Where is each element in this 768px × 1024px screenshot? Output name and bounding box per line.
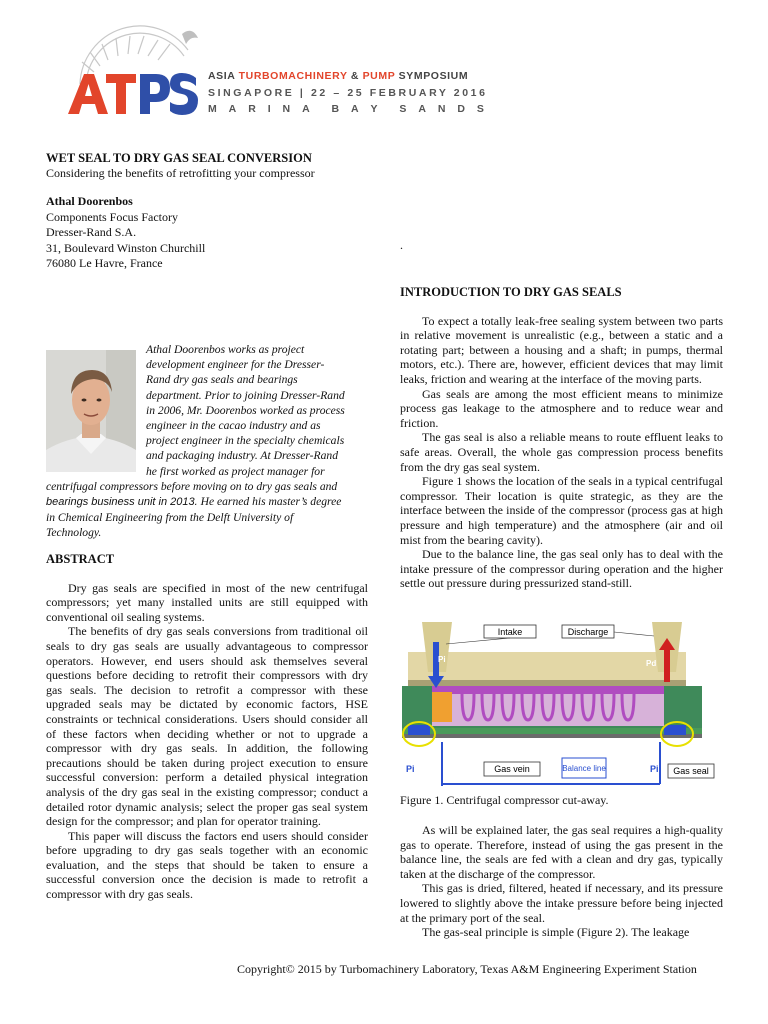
venue-letter: N <box>282 103 293 115</box>
author-block <box>46 194 205 272</box>
intro-paragraph: Due to the balance line, the gas seal only has to deal with the intake pressure of the compressor during operation and the higher settle out pressure during pressurized stand-still. <box>400 547 723 591</box>
venue-letter: S <box>476 103 486 115</box>
venue-letter: B <box>331 103 342 115</box>
bio-line: and packaging industry. At Dresser-Rand <box>146 449 339 463</box>
symposium-name: ASIA TURBOMACHINERY & PUMP SYMPOSIUM <box>208 70 469 82</box>
venue-letter: N <box>437 103 448 115</box>
author-bio <box>46 342 368 541</box>
venue-letter: R <box>248 103 258 115</box>
intro-section <box>400 285 723 591</box>
stray-dot: . <box>400 238 403 252</box>
abstract-paragraph: Dry gas seals are specified in most of the new centrifugal compressors; yet many installed units are still equipped with conventional oil sealing systems. <box>46 580 368 624</box>
author-company: Dresser-Rand S.A. <box>46 225 137 240</box>
logo-letters <box>68 73 198 115</box>
body-paragraph: This gas is dried, filtered, heated if necessary, and its pressure lowered to slightly above the intake pressure before being injected at the primary port of the seal. <box>400 881 723 925</box>
label-intake: Intake <box>497 627 523 637</box>
compressor-cutaway-figure <box>402 622 718 786</box>
intro-paragraph: Gas seals are among the most efficient means to minimize process gas leakage to the atmosphere and to reduce wear and friction. <box>400 386 723 430</box>
author-name: Athal Doorenbos <box>46 194 133 208</box>
label-discharge: Discharge <box>567 627 609 637</box>
symposium-venue <box>208 103 486 115</box>
bio-line: in Chemical Engineering from the Delft University of <box>46 511 294 525</box>
intro-heading: INTRODUCTION TO DRY GAS SEALS <box>400 285 622 299</box>
bio-line: bearings business unit in 2013. He earned his master’s degree <box>46 495 342 509</box>
bio-line: in 2006, Mr. Doorenbos worked as process <box>146 403 345 417</box>
paper-title: WET SEAL TO DRY GAS SEAL CONVERSION <box>46 151 312 165</box>
label-pi-left: Pi <box>406 764 415 774</box>
symposium-location: SINGAPORE | 22 – 25 FEBRUARY 2016 <box>208 87 488 99</box>
abstract-paragraph: This paper will discuss the factors end users should consider before upgrading to dry gas seals together with an economic evaluation, and the steps that should be taken to ensure a successful conversion once the decision is made to retrofit a compressor with dry gas seals. <box>46 828 368 902</box>
bio-line: Technology. <box>46 526 102 540</box>
abstract-heading: ABSTRACT <box>46 552 115 566</box>
venue-letter: A <box>302 103 312 115</box>
venue-letter: A <box>418 103 428 115</box>
bio-line: he first worked as project manager for <box>146 464 325 478</box>
venue-letter: M <box>208 103 219 115</box>
abstract-paragraph: The benefits of dry gas seals conversions from traditional oil seals to dry gas seals are usually advantageous to compressor operators. However, end users should ask themselves several questions before deciding to retrofit their compressors with dry gas seals. The decision to retrofit a compressor with these upgraded seals may be dictated by economic factors, HSE constraints or technical considerations. Users should consider all of these factors when deciding whether or not to upgrade a compressor with dry gas seals. In addition, the following precautions should be taken during project execution to ensure successful conversion: perform a detailed physical integration analysis of the dry gas seal in the existing compressor; conduct a detailed rotor dynamic analysis; select the proper gas seal system design for the compressor; and plan for operator training. <box>46 624 368 829</box>
paper-subtitle: Considering the benefits of retrofitting your compressor <box>46 166 315 180</box>
label-gas-seal: Gas seal <box>673 766 709 776</box>
author-city: 76080 Le Havre, France <box>46 256 163 271</box>
intro-paragraph: The gas seal is also a reliable means to route effluent leaks to safe areas. Overall, the whole gas compression process benefits from the dry gas seal system. <box>400 430 723 474</box>
copyright-footer: Copyright© 2015 by Turbomachinery Laboratory, Texas A&M Engineering Experiment Station <box>237 962 697 976</box>
abstract-section <box>46 552 368 902</box>
label-gas-vein: Gas vein <box>494 764 530 774</box>
label-balance-line: Balance line <box>562 764 606 773</box>
venue-letter: A <box>228 103 239 115</box>
bio-line: Athal Doorenbos works as project <box>146 343 305 356</box>
bio-line: development engineer for the Dresser- <box>146 358 325 372</box>
intro-paragraph: To expect a totally leak-free sealing system between two parts in relative movement is unrealistic (e.g., between a static and a rotating part; between a housing and a shaft; in pumps, thermal motors, etc.). There are, however, efficient devices that may limit leaks, friction and wearing at the interface of the moving parts. <box>400 313 723 386</box>
bio-line: department. Prior to joining Dresser-Rand <box>146 388 345 402</box>
venue-letter: S <box>399 103 409 115</box>
author-affiliation: Components Focus Factory <box>46 209 178 224</box>
venue-letter: D <box>457 103 467 115</box>
intro-paragraph: Figure 1 shows the location of the seals in a typical centrifugal compressor. Their location is quite strategic, as they are the interface between the inside of the compressor (process gas at high pressure and high temperature) and the atmosphere (air and oil mist from the bearing cavity). <box>400 474 723 547</box>
bio-line: Rand dry gas seals and bearings <box>146 373 298 387</box>
body-paragraph: As will be explained later, the gas seal requires a high-quality gas to operate. Therefore, instead of using the gas present in the balance line, the seals are fed with a clean and dry gas, typically taken at the discharge of the compressor. <box>400 823 723 881</box>
venue-letter: A <box>351 103 361 115</box>
figure-caption: Figure 1. Centrifugal compressor cut-away. <box>400 793 609 807</box>
after-figure-section <box>400 823 723 940</box>
venue-letter: I <box>267 103 273 115</box>
author-address: 31, Boulevard Winston Churchill <box>46 240 206 255</box>
bio-line: engineer in the cacao industry and as <box>146 419 321 433</box>
bio-line: project engineer in the specialty chemicals <box>146 434 345 448</box>
label-pi-top: Pi <box>438 655 446 664</box>
body-paragraph: The gas-seal principle is simple (Figure 2). The leakage <box>422 925 690 940</box>
atps-logo <box>60 22 200 122</box>
venue-letter: Y <box>370 103 380 115</box>
label-pd-top: Pd <box>646 659 657 668</box>
bio-line: centrifugal compressors before moving on to dry gas seals and <box>46 479 338 493</box>
label-pi-right: Pi <box>650 764 659 774</box>
